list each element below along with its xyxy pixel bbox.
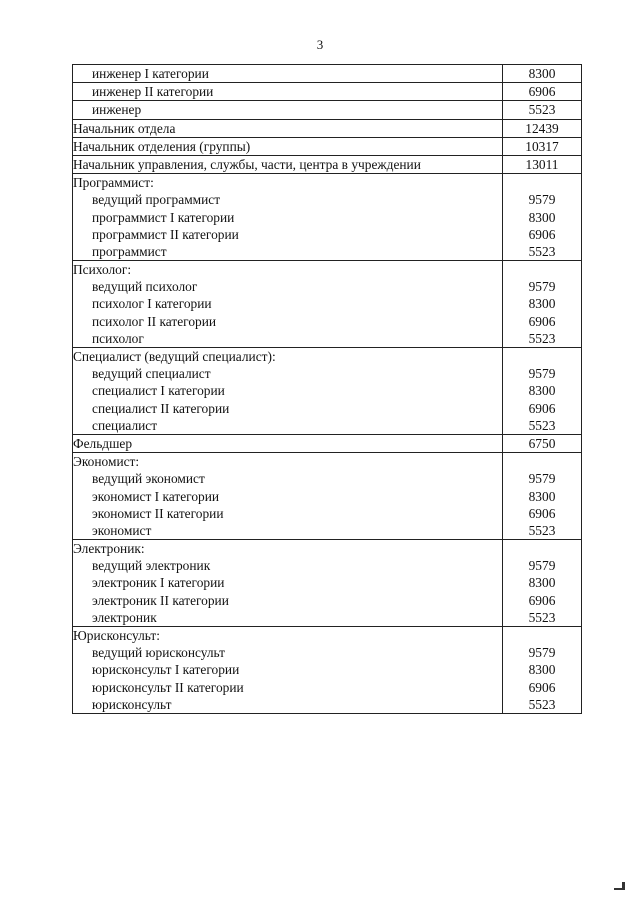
table-row — [73, 65, 582, 83]
position-title: ведущий экономист — [92, 471, 205, 487]
position-cell — [73, 627, 503, 714]
salary-cell — [503, 174, 582, 261]
table-row-group — [73, 174, 582, 261]
table-row-group — [73, 627, 582, 714]
position-title: экономист — [92, 522, 152, 538]
position-title: электроник — [92, 609, 157, 625]
group-header: Экономист: — [73, 454, 140, 470]
position-title: Начальник отдела — [73, 120, 176, 136]
position-cell — [73, 540, 503, 627]
position-cell — [73, 101, 503, 119]
salary-value: 9579 — [528, 558, 556, 574]
position-title: юрисконсульт II категории — [92, 679, 244, 695]
position-cell — [73, 119, 503, 137]
salary-value: 6906 — [528, 505, 556, 521]
position-title: специалист II категории — [92, 400, 230, 416]
table-row-group — [73, 261, 582, 348]
position-title: программист I категории — [92, 209, 235, 225]
position-title: Начальник управления, службы, части, центра в учреждении — [73, 156, 421, 172]
group-header: Специалист (ведущий специалист): — [73, 349, 276, 364]
salary-value: 12439 — [525, 120, 559, 136]
salary-cell — [503, 627, 582, 714]
salary-value: 6906 — [528, 592, 556, 608]
position-cell — [73, 434, 503, 452]
position-title: Начальник отделения (группы) — [73, 138, 251, 154]
position-title: Фельдшер — [73, 435, 133, 451]
salary-value: 5523 — [528, 330, 556, 346]
table-row-group — [73, 453, 582, 540]
position-title: ведущий программист — [92, 192, 221, 208]
salary-value: 5523 — [528, 609, 556, 625]
position-cell — [73, 174, 503, 261]
salary-value: 9579 — [528, 471, 556, 487]
table-row-group — [73, 348, 582, 435]
salary-cell — [503, 155, 582, 173]
salary-value: 8300 — [528, 66, 556, 81]
group-header: Программист: — [73, 175, 154, 191]
salary-value: 5523 — [528, 417, 556, 433]
position-title: ведущий электроник — [92, 558, 211, 574]
salary-cell — [503, 137, 582, 155]
position-title: юрисконсульт I категории — [92, 662, 240, 678]
salary-value: 5523 — [528, 522, 556, 538]
position-title: психолог — [92, 330, 144, 346]
salary-cell — [503, 101, 582, 119]
position-title: ведущий юрисконсульт — [92, 645, 226, 661]
salary-value: 6906 — [528, 226, 556, 242]
salary-value: 13011 — [525, 156, 559, 172]
position-title: программист — [92, 243, 167, 259]
position-title: специалист — [92, 417, 158, 433]
salary-value: 6906 — [528, 313, 556, 329]
salary-value: 5523 — [528, 696, 556, 712]
salary-value: 8300 — [528, 383, 556, 399]
scan-mark — [614, 888, 624, 890]
salary-cell — [503, 348, 582, 435]
position-cell — [73, 83, 503, 101]
salary-cell — [503, 83, 582, 101]
table-row — [73, 119, 582, 137]
salary-cell — [503, 434, 582, 452]
table-row-group — [73, 540, 582, 627]
position-title: ведущий психолог — [92, 279, 198, 295]
position-cell — [73, 155, 503, 173]
position-cell — [73, 348, 503, 435]
salary-cell — [503, 261, 582, 348]
salary-value: 10317 — [525, 138, 559, 154]
position-cell — [73, 453, 503, 540]
position-title: инженер — [92, 102, 142, 118]
salary-cell — [503, 453, 582, 540]
salary-value: 6906 — [528, 84, 556, 100]
salary-value: 8300 — [528, 575, 556, 591]
position-title: юрисконсульт — [92, 696, 172, 712]
position-title: психолог I категории — [92, 296, 212, 312]
group-header: Электроник: — [73, 541, 145, 557]
group-header: Юрисконсульт: — [73, 628, 160, 643]
salary-cell — [503, 540, 582, 627]
page-number: 3 — [316, 37, 324, 52]
position-title: электроник I категории — [92, 575, 225, 591]
position-cell — [73, 65, 503, 83]
salary-cell — [503, 65, 582, 83]
position-title: экономист I категории — [92, 488, 220, 504]
salary-value: 9579 — [528, 366, 556, 382]
position-title: инженер I категории — [92, 66, 209, 81]
salary-value: 6906 — [528, 400, 556, 416]
salary-value: 8300 — [528, 662, 556, 678]
position-title: программист II категории — [92, 226, 239, 242]
salary-value: 8300 — [528, 209, 556, 225]
salary-value: 9579 — [528, 192, 556, 208]
salary-value: 5523 — [528, 102, 556, 118]
position-cell — [73, 261, 503, 348]
salary-value: 5523 — [528, 243, 556, 259]
table-row — [73, 155, 582, 173]
position-title: инженер II категории — [92, 84, 214, 100]
position-title: психолог II категории — [92, 313, 217, 329]
table-row — [73, 101, 582, 119]
salary-value: 8300 — [528, 296, 556, 312]
position-title: ведущий специалист — [92, 366, 211, 382]
salary-cell — [503, 119, 582, 137]
salary-value: 9579 — [528, 645, 556, 661]
salary-table — [72, 64, 582, 714]
position-title: специалист I категории — [92, 383, 225, 399]
table-row — [73, 434, 582, 452]
position-title: электроник II категории — [92, 592, 229, 608]
salary-value: 6906 — [528, 679, 556, 695]
salary-value: 9579 — [528, 279, 556, 295]
position-cell — [73, 137, 503, 155]
position-title: экономист II категории — [92, 505, 224, 521]
group-header: Психолог: — [73, 262, 132, 278]
table-row — [73, 137, 582, 155]
table-row — [73, 83, 582, 101]
salary-value: 6750 — [528, 435, 556, 451]
salary-value: 8300 — [528, 488, 556, 504]
